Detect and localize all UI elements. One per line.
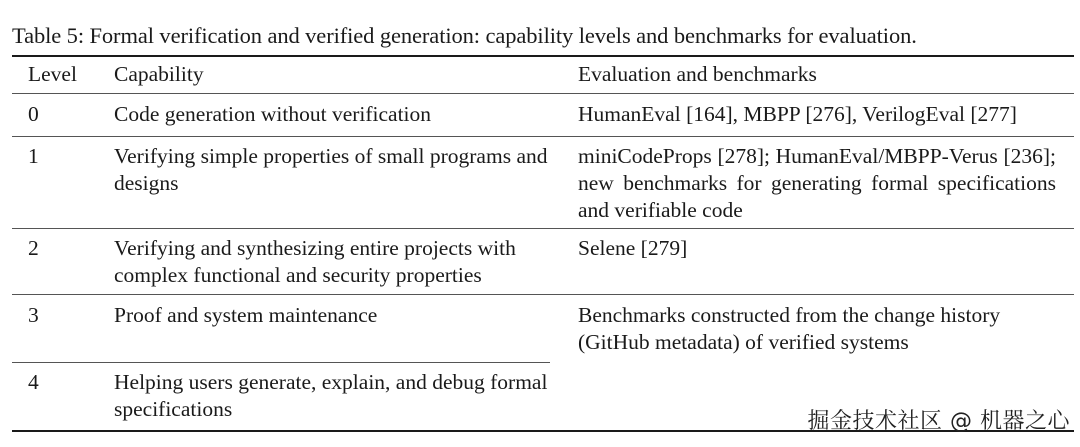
row-0-evaluation: HumanEval [164], MBPP [276], VerilogEval [277] xyxy=(578,102,1017,126)
row-3-level: 3 xyxy=(28,303,39,327)
header-evaluation: Evaluation and benchmarks xyxy=(578,62,817,86)
row-3-partial-rule xyxy=(12,362,550,363)
row-1-level: 1 xyxy=(28,144,39,168)
row-4-level: 4 xyxy=(28,370,39,394)
row-3-capability: Proof and system maintenance xyxy=(114,303,378,327)
row-2-capability: Verifying and synthesizing entire projects with complex functional and security properties xyxy=(114,236,516,287)
header-rule xyxy=(12,93,1074,94)
row-0-capability: Code generation without verification xyxy=(114,102,432,126)
row-1-capability: Verifying simple properties of small programs and designs xyxy=(114,144,548,195)
row-1-evaluation: miniCodeProps [278]; HumanEval/MBPP-Verus [236]; new benchmarks for generating formal specifications and verifiable code xyxy=(578,144,1056,222)
table-caption: Table 5: Formal verification and verified generation: capability levels and benchmarks for evaluation. xyxy=(12,23,917,48)
header-level: Level xyxy=(28,62,77,86)
row-3-evaluation: Benchmarks constructed from the change history (GitHub metadata) of verified systems xyxy=(578,303,1001,354)
row-1-rule xyxy=(12,228,1074,229)
watermark: 掘金技术社区 @ 机器之心 xyxy=(807,409,1070,434)
row-2-evaluation: Selene [279] xyxy=(578,236,688,260)
top-rule xyxy=(12,55,1074,57)
row-2-level: 2 xyxy=(28,236,39,260)
row-2-rule xyxy=(12,294,1074,295)
row-4-capability: Helping users generate, explain, and debug formal specifications xyxy=(114,370,548,421)
header-capability: Capability xyxy=(114,62,204,86)
row-0-rule xyxy=(12,136,1074,137)
row-0-level: 0 xyxy=(28,102,39,126)
